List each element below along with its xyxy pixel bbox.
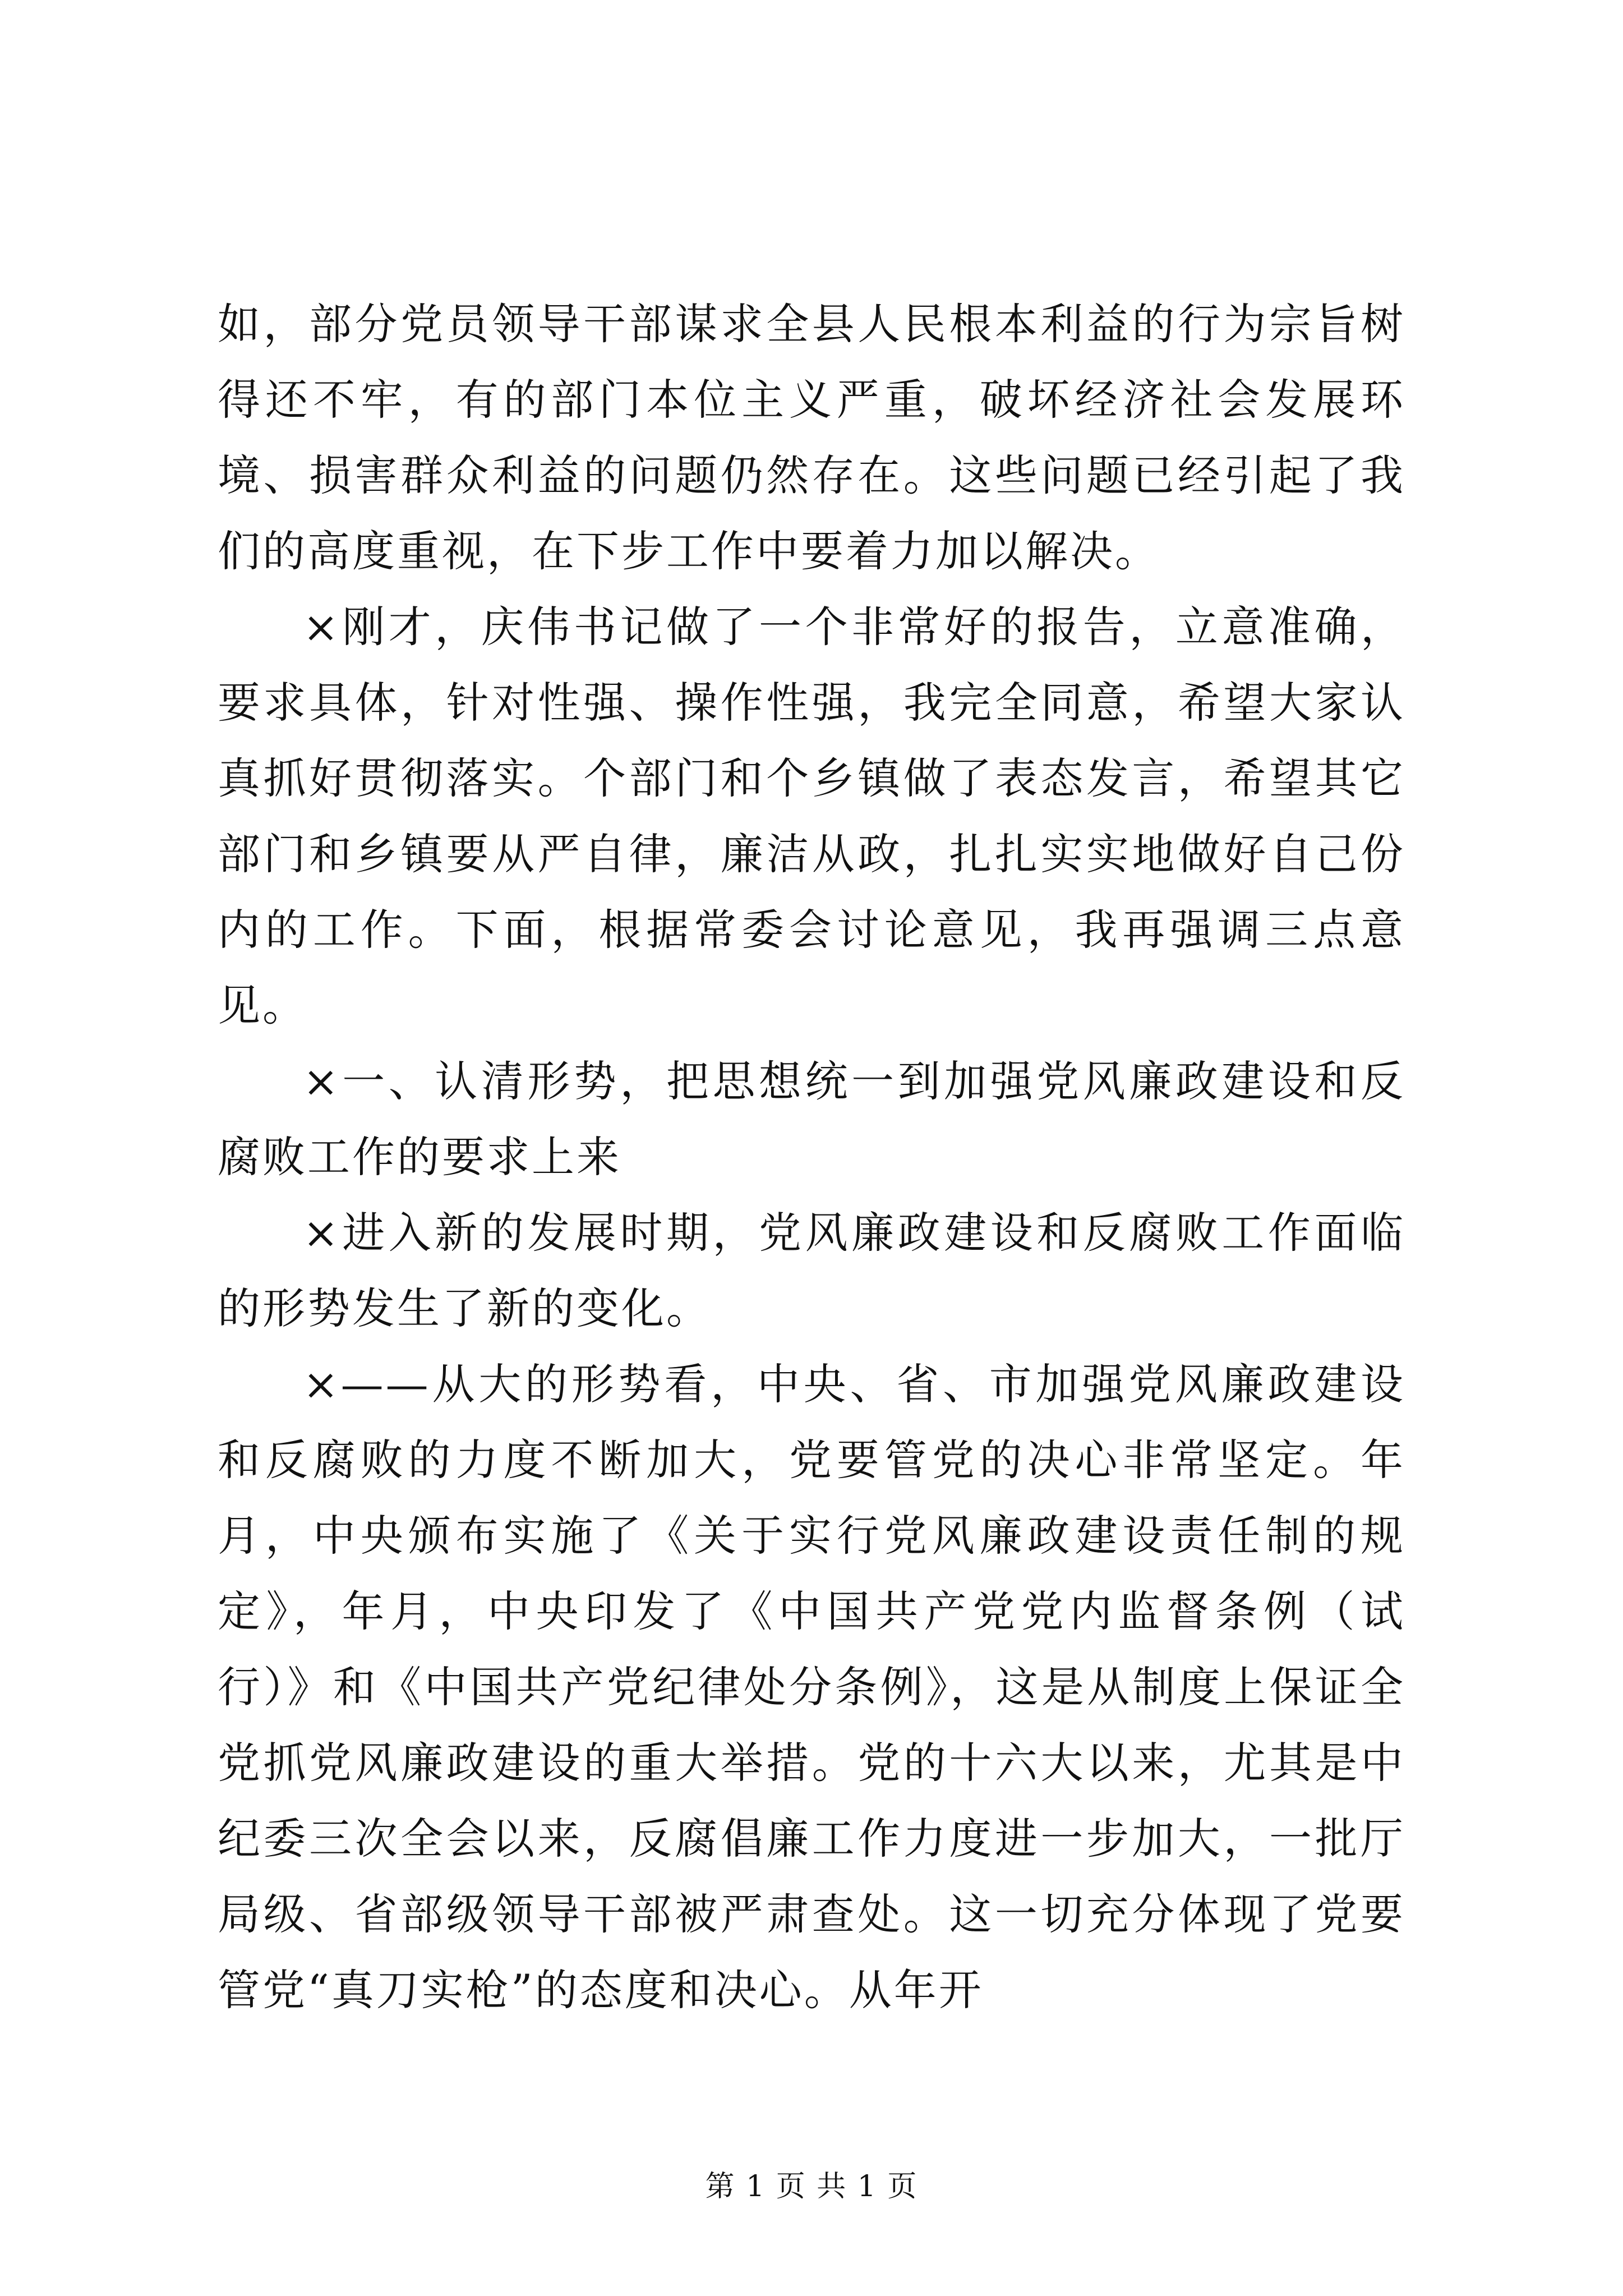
body-text	[218, 286, 1405, 2028]
paragraph-2: ×刚才，庆伟书记做了一个非常好的报告，立意准确，要求具体，针对性强、操作性强，我完全同意，希望大家认真抓好贯彻落实。个部门和个乡镇做了表态发言，希望其它部门和乡镇要从严自律，廉洁从政，扎扎实实地做好自己份内的工作。下面，根据常委会讨论意见，我再强调三点意见。	[218, 602, 1405, 1030]
page-footer: 第 1 页 共 1 页	[705, 2170, 918, 2203]
paragraph-1: 如，部分党员领导干部谋求全县人民根本利益的行为宗旨树得还不牢，有的部门本位主义严重，破坏经济社会发展环境、损害群众利益的问题仍然存在。这些问题已经引起了我们的高度重视，在下步工作中要着力加以解决。	[218, 299, 1405, 576]
paragraph-3: ×进入新的发展时期，党风廉政建设和反腐败工作面临的形势发生了新的变化。	[218, 1208, 1405, 1333]
section-heading-1: ×一、认清形势，把思想统一到加强党风廉政建设和反腐败工作的要求上来	[218, 1056, 1405, 1182]
paragraph-4: ×——从大的形势看，中央、省、市加强党风廉政建设和反腐败的力度不断加大，党要管党的决心非常坚定。年月，中央颁布实施了《关于实行党风廉政建设责任制的规定》，年月，中央印发了《中国共产党党内监督条例（试行）》和《中国共产党纪律处分条例》，这是从制度上保证全党抓党风廉政建设的重大举措。党的十六大以来，尤其是中纪委三次全会以来，反腐倡廉工作力度进一步加大，一批厅局级、省部级领导干部被严肃查处。这一切充分体现了党要管党“真刀实枪”的态度和决心。从年开	[218, 1359, 1405, 2015]
